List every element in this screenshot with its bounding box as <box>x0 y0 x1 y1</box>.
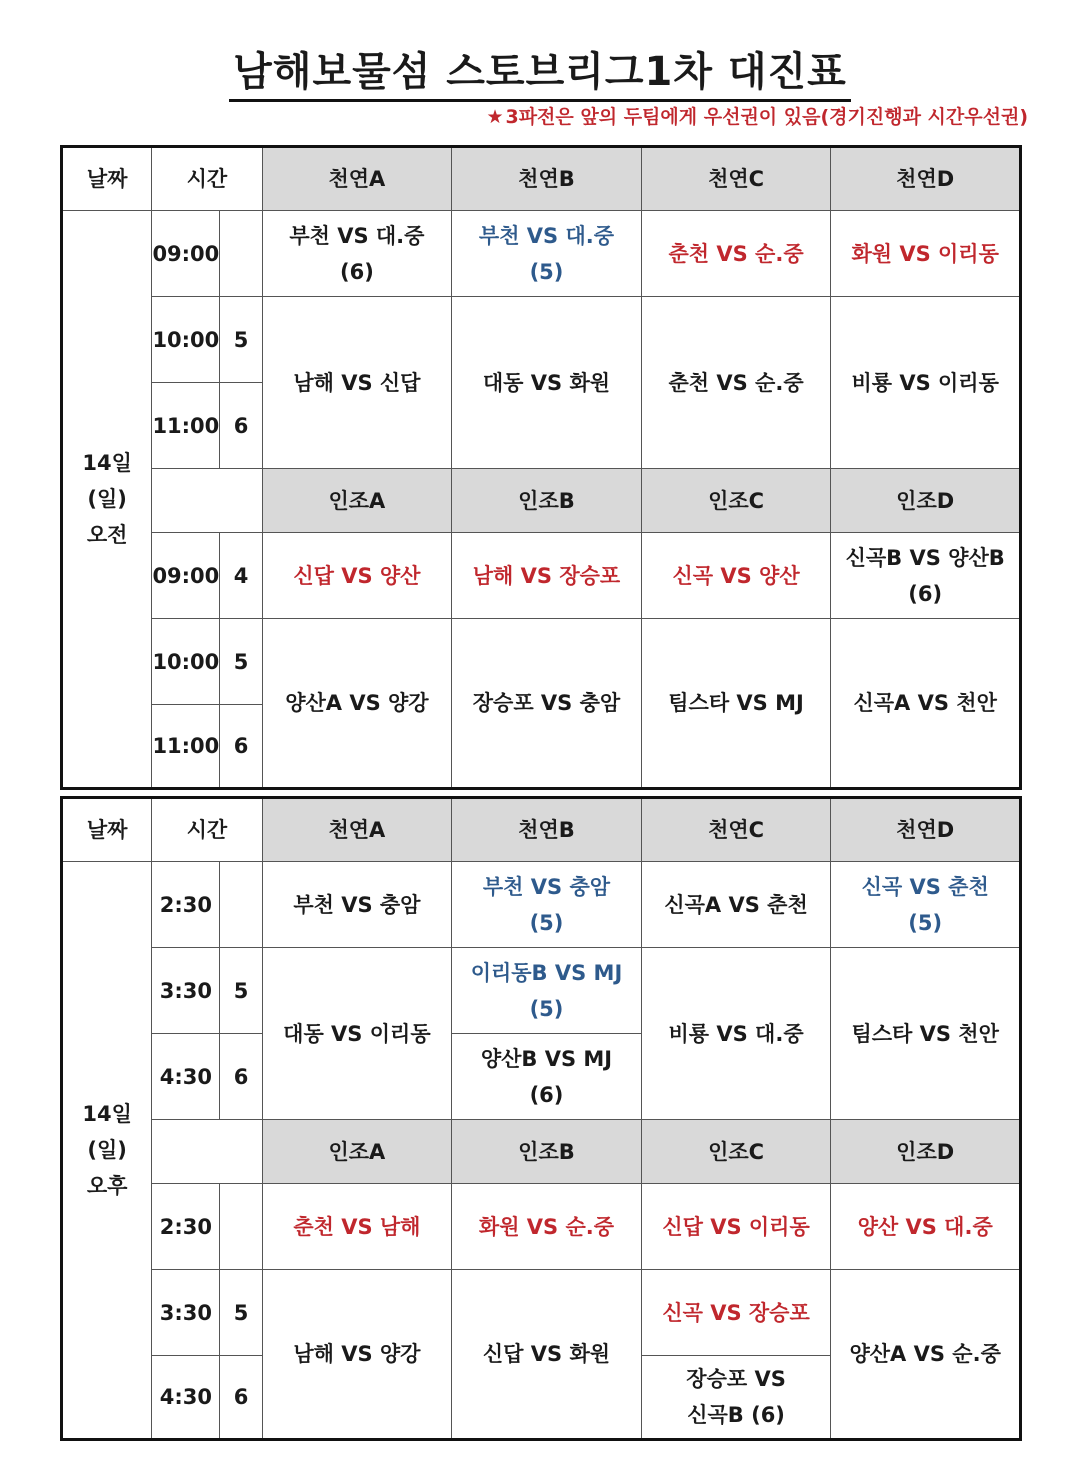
match-cell: 춘천 VS 남해 <box>262 1184 452 1270</box>
count-cell: 6 <box>220 1356 262 1440</box>
time-cell: 10:00 <box>152 619 220 705</box>
field-head: 인조C <box>641 1120 831 1184</box>
field-head: 인조B <box>452 1120 642 1184</box>
count-cell <box>220 1184 262 1270</box>
match-cell: 대동 VS 화원 <box>452 297 642 469</box>
field-head: 인조A <box>262 469 452 533</box>
time-cell: 2:30 <box>152 862 220 948</box>
time-cell: 4:30 <box>152 1034 220 1120</box>
match-cell: 화원 VS 순.중 <box>452 1184 642 1270</box>
field-head: 천연B <box>452 147 642 211</box>
match-cell: 남해 VS 신답 <box>262 297 452 469</box>
page-title: 남해보물섬 스토브리그1차 대진표 <box>0 40 1080 97</box>
match-cell: 팀스타 VS 천안 <box>831 948 1021 1120</box>
count-cell: 5 <box>220 297 262 383</box>
time-cell: 3:30 <box>152 948 220 1034</box>
count-cell: 5 <box>220 619 262 705</box>
match-cell: 대동 VS 이리동 <box>262 948 452 1120</box>
match-cell: 신답 VS 이리동 <box>641 1184 831 1270</box>
field-head: 인조A <box>262 1120 452 1184</box>
header-date: 날짜 <box>62 147 152 211</box>
match-cell: 부천 VS 충암 (5) <box>452 862 642 948</box>
time-cell: 09:00 <box>152 211 220 297</box>
match-cell: 이리동B VS MJ (5) <box>452 948 642 1034</box>
field-head: 천연C <box>641 798 831 862</box>
time-cell: 11:00 <box>152 705 220 789</box>
count-cell: 4 <box>220 533 262 619</box>
match-cell: 양산A VS 양강 <box>262 619 452 789</box>
field-head: 천연C <box>641 147 831 211</box>
header-time: 시간 <box>152 147 262 211</box>
count-cell: 5 <box>220 1270 262 1356</box>
field-head: 인조B <box>452 469 642 533</box>
match-cell: 신곡 VS 양산 <box>641 533 831 619</box>
match-cell: 화원 VS 이리동 <box>831 211 1021 297</box>
match-cell: 팀스타 VS MJ <box>641 619 831 789</box>
priority-note: ★ 3파전은 앞의 두팀에게 우선권이 있음(경기진행과 시간우선권) <box>486 106 1028 128</box>
time-cell: 3:30 <box>152 1270 220 1356</box>
match-cell: 남해 VS 양강 <box>262 1270 452 1440</box>
match-cell: 춘천 VS 순.중 <box>641 211 831 297</box>
count-cell: 6 <box>220 383 262 469</box>
field-head: 인조C <box>641 469 831 533</box>
match-cell: 장승포 VS 신곡B (6) <box>641 1356 831 1440</box>
star-icon: ★ <box>486 106 504 128</box>
match-cell: 양산A VS 순.중 <box>831 1270 1021 1440</box>
count-cell: 6 <box>220 1034 262 1120</box>
match-cell: 신곡A VS 춘천 <box>641 862 831 948</box>
day-label-am: 14일 (일) 오전 <box>62 211 152 789</box>
match-cell: 부천 VS 대.중 (6) <box>262 211 452 297</box>
count-cell <box>220 862 262 948</box>
match-cell: 비룡 VS 이리동 <box>831 297 1021 469</box>
count-cell <box>220 211 262 297</box>
match-cell: 신곡B VS 양산B (6) <box>831 533 1021 619</box>
time-cell: 10:00 <box>152 297 220 383</box>
field-head: 천연A <box>262 798 452 862</box>
field-head: 천연B <box>452 798 642 862</box>
match-cell: 장승포 VS 충암 <box>452 619 642 789</box>
field-head: 천연D <box>831 798 1021 862</box>
am-schedule-table <box>60 145 1022 790</box>
match-cell: 신곡A VS 천안 <box>831 619 1021 789</box>
time-cell: 4:30 <box>152 1356 220 1440</box>
match-cell: 남해 VS 장승포 <box>452 533 642 619</box>
blank-cell <box>152 1120 262 1184</box>
match-cell: 양산 VS 대.중 <box>831 1184 1021 1270</box>
match-cell: 춘천 VS 순.중 <box>641 297 831 469</box>
blank-cell <box>152 469 262 533</box>
match-cell: 부천 VS 대.중 (5) <box>452 211 642 297</box>
match-cell: 양산B VS MJ (6) <box>452 1034 642 1120</box>
match-cell: 신답 VS 화원 <box>452 1270 642 1440</box>
day-label-pm: 14일 (일) 오후 <box>62 862 152 1440</box>
time-cell: 2:30 <box>152 1184 220 1270</box>
match-cell: 신곡 VS 장승포 <box>641 1270 831 1356</box>
field-head: 인조D <box>831 1120 1021 1184</box>
count-cell: 5 <box>220 948 262 1034</box>
time-cell: 09:00 <box>152 533 220 619</box>
count-cell: 6 <box>220 705 262 789</box>
field-head: 인조D <box>831 469 1021 533</box>
match-cell: 부천 VS 충암 <box>262 862 452 948</box>
field-head: 천연A <box>262 147 452 211</box>
time-cell: 11:00 <box>152 383 220 469</box>
match-cell: 신답 VS 양산 <box>262 533 452 619</box>
match-cell: 신곡 VS 춘천 (5) <box>831 862 1021 948</box>
match-cell: 비룡 VS 대.중 <box>641 948 831 1120</box>
header-date: 날짜 <box>62 798 152 862</box>
field-head: 천연D <box>831 147 1021 211</box>
header-time: 시간 <box>152 798 262 862</box>
pm-schedule-table <box>60 796 1022 1441</box>
